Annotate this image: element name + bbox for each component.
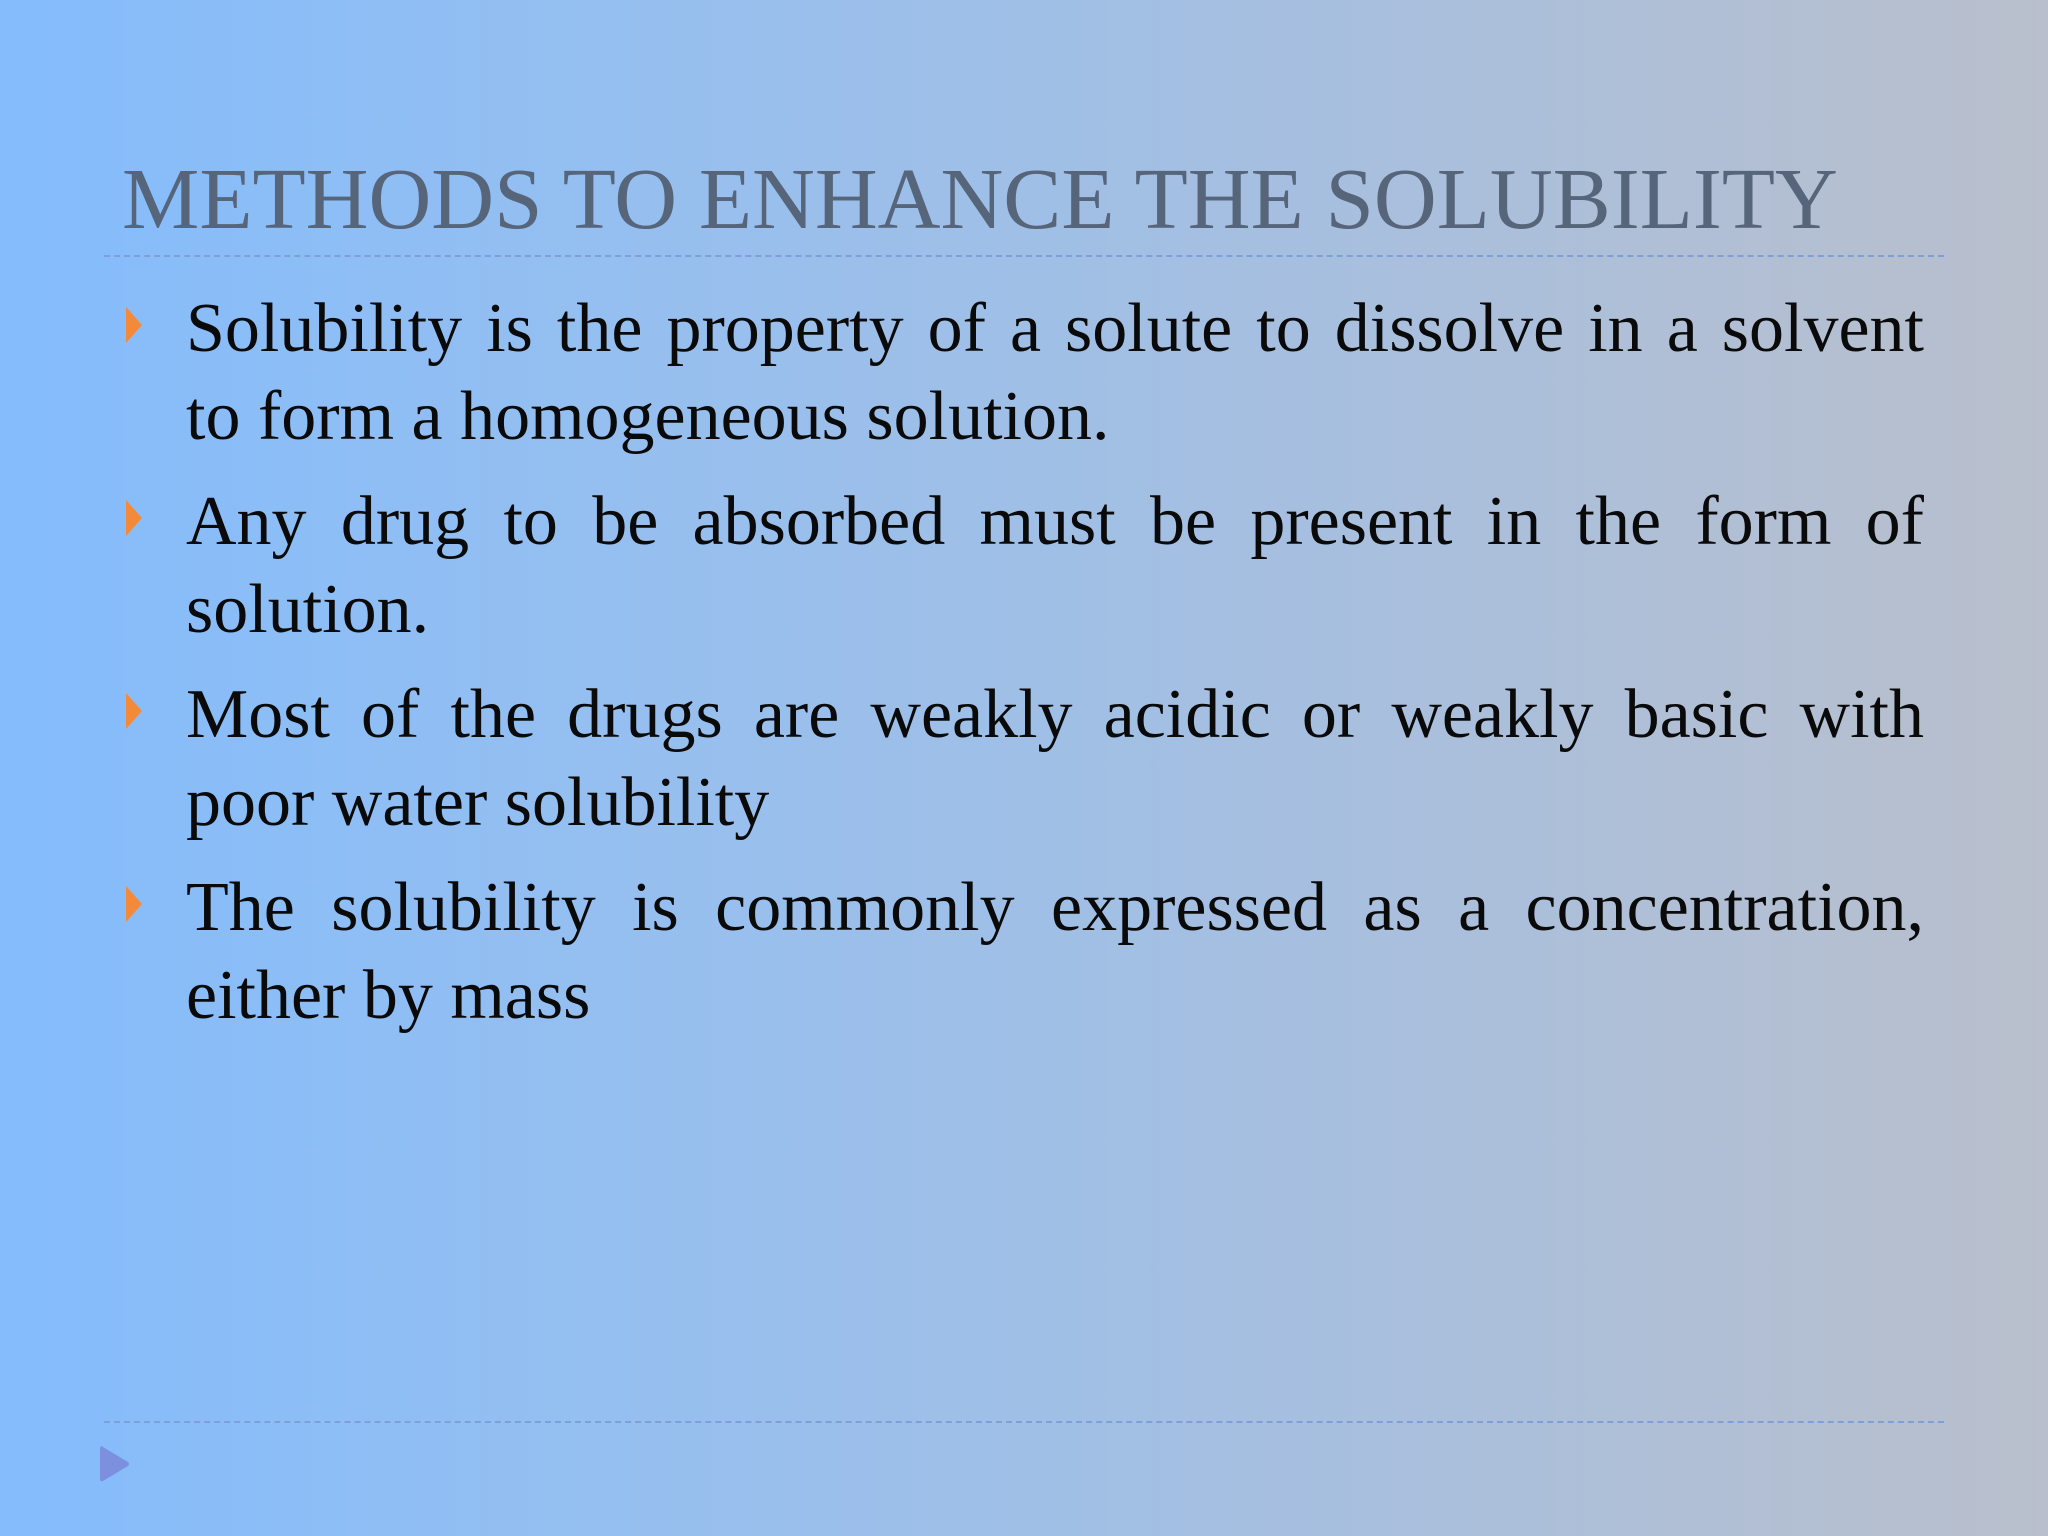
bullet-triangle-icon [126,307,142,343]
bullet-triangle-icon [126,500,142,536]
bullet-item [124,671,1924,847]
bullet-triangle-icon [126,693,142,729]
slide-title: METHODS TO ENHANCE THE SOLUBILITY [122,150,1838,247]
bullet-list [124,285,1924,1057]
play-arrow-icon[interactable] [99,1444,131,1484]
title-divider [104,255,1944,257]
bullet-item [124,864,1924,1040]
bullet-item [124,478,1924,654]
bullet-text: Any drug to be absorbed must be present in the form of solution. [186,483,1924,648]
bullet-text: The solubility is commonly expressed as a concentration, either by mass [186,869,1924,1034]
bullet-text: Solubility is the property of a solute to dissolve in a solvent to form a homogeneous solution. [186,290,1924,455]
bullet-triangle-icon [126,886,142,922]
footer-divider [104,1421,1944,1423]
bullet-text: Most of the drugs are weakly acidic or weakly basic with poor water solubility [186,676,1924,841]
bullet-item [124,285,1924,461]
